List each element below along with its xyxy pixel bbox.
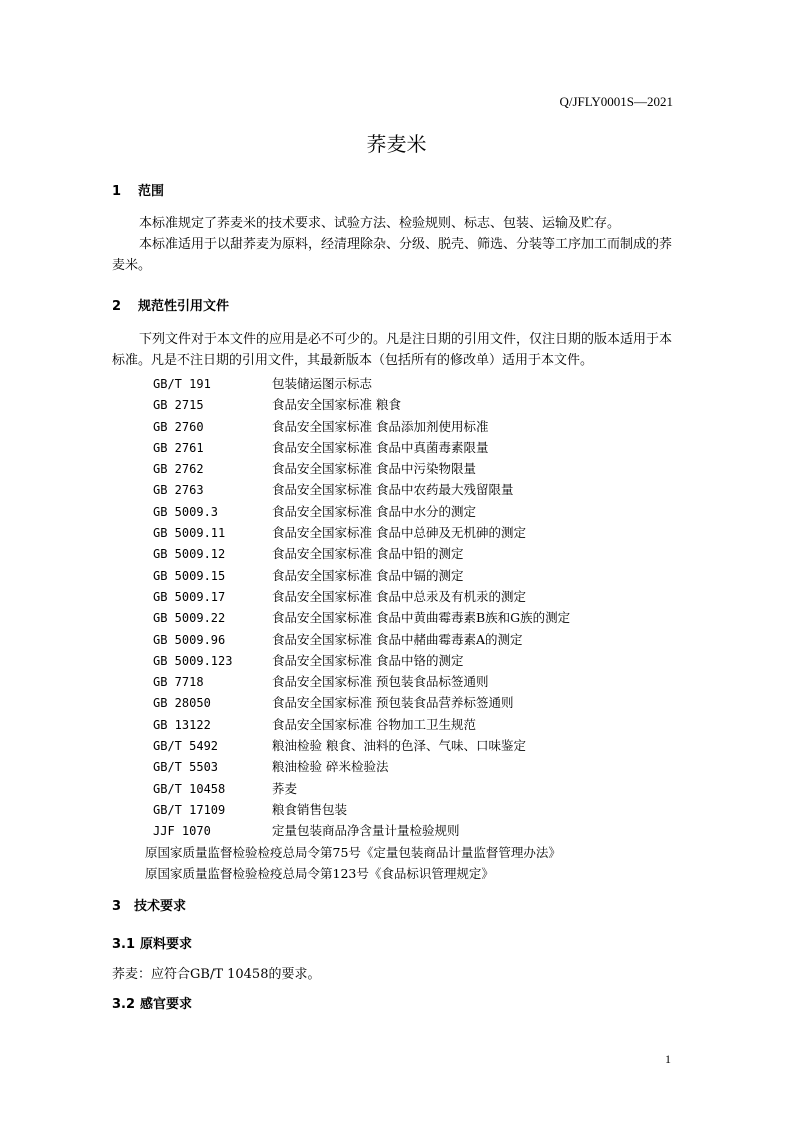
reference-item — [153, 756, 570, 777]
section-2-intro — [112, 329, 678, 371]
reference-title: 食品安全国家标准 食品中真菌毒素限量 — [272, 439, 489, 455]
reference-item — [153, 692, 570, 713]
section-title: 技术要求 — [134, 899, 187, 914]
reference-title: 食品安全国家标准 食品中总砷及无机砷的测定 — [272, 525, 526, 541]
section-title: 规范性引用文件 — [138, 299, 230, 314]
reference-item — [153, 586, 570, 607]
reference-title: 食品安全国家标准 粮食 — [272, 397, 401, 413]
reference-item — [153, 629, 570, 650]
reference-list — [153, 373, 570, 842]
reference-title: 食品安全国家标准 预包装食品标签通则 — [272, 674, 489, 690]
reference-title: 包装储运图示标志 — [272, 376, 373, 391]
section-1-body — [112, 213, 678, 276]
reference-code: GB 2715 — [153, 398, 204, 413]
reference-title: 食品安全国家标准 谷物加工卫生规范 — [272, 716, 476, 732]
reference-code: GB 2762 — [153, 462, 204, 477]
paragraph: 本标准适用于以甜荞麦为原料，经清理除杂、分级、脱壳、筛选、分装等工序加工而制成的荞麦米。 — [112, 237, 673, 273]
reference-code: GB/T 10458 — [153, 781, 226, 796]
subsection-title: 原料要求 — [140, 937, 193, 952]
standard-code: Q/JFLY0001S—2021 — [559, 94, 673, 109]
section-number: 3 — [112, 899, 122, 914]
reference-item — [153, 394, 570, 415]
reference-code: GB 2760 — [153, 419, 204, 434]
reference-code: GB/T 5503 — [153, 760, 219, 775]
reference-item — [153, 607, 570, 628]
reference-item — [153, 437, 570, 458]
reference-item — [153, 479, 570, 500]
reference-code: GB 5009.3 — [153, 504, 219, 519]
paragraph: 下列文件对于本文件的应用是必不可少的。凡是注日期的引用文件，仅注日期的版本适用于本标准。凡是不注日期的引用文件，其最新版本（包括所有的修改单）适用于本文件。 — [112, 332, 673, 368]
subsection-3-1-heading — [112, 933, 192, 952]
reference-title: 食品安全国家标准 食品中铅的测定 — [272, 546, 464, 562]
reference-title: 食品安全国家标准 食品中铬的测定 — [272, 652, 464, 668]
document-title: 荞麦米 — [366, 132, 427, 156]
page-number: 1 — [665, 1052, 671, 1066]
regulation-line: 原国家质量监督检验检疫总局令第123号《食品标识管理规定》 — [145, 866, 494, 881]
reference-item — [153, 799, 570, 820]
section-number: 2 — [112, 299, 122, 314]
reference-item — [153, 565, 570, 586]
reference-item — [153, 671, 570, 692]
reference-item — [153, 373, 570, 394]
reference-code: GB 2761 — [153, 440, 204, 455]
reference-item — [153, 458, 570, 479]
reference-code: GB/T 191 — [153, 377, 211, 391]
reference-code: GB 13122 — [153, 717, 211, 732]
reference-code: GB/T 17109 — [153, 802, 226, 817]
reference-title: 食品安全国家标准 食品中总汞及有机汞的测定 — [272, 588, 526, 604]
reference-code: GB 28050 — [153, 696, 211, 711]
reference-item — [153, 778, 570, 799]
reference-item — [153, 714, 570, 735]
reference-title: 食品安全国家标准 食品中水分的测定 — [272, 503, 476, 519]
reference-title: 食品安全国家标准 食品添加剂使用标准 — [272, 418, 489, 434]
section-number: 1 — [112, 184, 122, 199]
reference-title: 粮食销售包装 — [272, 801, 348, 817]
reference-code: GB 2763 — [153, 483, 204, 498]
reference-item — [153, 650, 570, 671]
subsection-3-2-heading — [112, 993, 192, 1012]
reference-title: 粮油检验 碎米检验法 — [272, 759, 389, 775]
section-3-heading — [112, 895, 186, 914]
reference-title: 定量包装商品净含量计量检验规则 — [272, 823, 460, 839]
section-2-heading — [112, 295, 229, 314]
raw-material-requirement: 荞麦：应符合GB/T 10458的要求。 — [112, 967, 321, 982]
subsection-title: 感官要求 — [140, 997, 193, 1012]
reference-title: 荞麦 — [272, 780, 298, 796]
reference-title: 食品安全国家标准 食品中农药最大残留限量 — [272, 482, 514, 498]
reference-code: GB 5009.12 — [153, 547, 226, 562]
reference-code: GB 5009.123 — [153, 653, 233, 668]
reference-item — [153, 501, 570, 522]
reference-item — [153, 416, 570, 437]
reference-item — [153, 820, 570, 841]
reference-item — [153, 735, 570, 756]
reference-item — [153, 543, 570, 564]
reference-title: 粮油检验 粮食、油料的色泽、气味、口味鉴定 — [272, 738, 526, 754]
reference-code: GB 5009.15 — [153, 568, 226, 583]
reference-code: GB 5009.17 — [153, 589, 226, 604]
reference-title: 食品安全国家标准 食品中污染物限量 — [272, 461, 476, 477]
reference-code: JJF 1070 — [153, 824, 211, 839]
reference-item — [153, 522, 570, 543]
section-1-heading — [112, 180, 164, 199]
reference-code: GB 7718 — [153, 675, 204, 690]
reference-title: 食品安全国家标准 预包装食品营养标签通则 — [272, 695, 514, 711]
reference-code: GB/T 5492 — [153, 739, 219, 754]
reference-title: 食品安全国家标准 食品中赭曲霉毒素A的测定 — [272, 631, 523, 647]
reference-code: GB 5009.96 — [153, 632, 226, 647]
section-title: 范围 — [138, 184, 165, 199]
reference-code: GB 5009.22 — [153, 611, 226, 626]
paragraph: 本标准规定了荞麦米的技术要求、试验方法、检验规则、标志、包装、运输及贮存。 — [139, 216, 621, 231]
reference-code: GB 5009.11 — [153, 526, 226, 541]
reference-title: 食品安全国家标准 食品中黄曲霉毒素B族和G族的测定 — [272, 610, 571, 626]
reference-title: 食品安全国家标准 食品中镉的测定 — [272, 567, 464, 583]
regulation-line: 原国家质量监督检验检疫总局令第75号《定量包装商品计量监督管理办法》 — [145, 845, 561, 860]
subsection-number: 3.1 — [112, 937, 136, 952]
subsection-number: 3.2 — [112, 997, 136, 1012]
